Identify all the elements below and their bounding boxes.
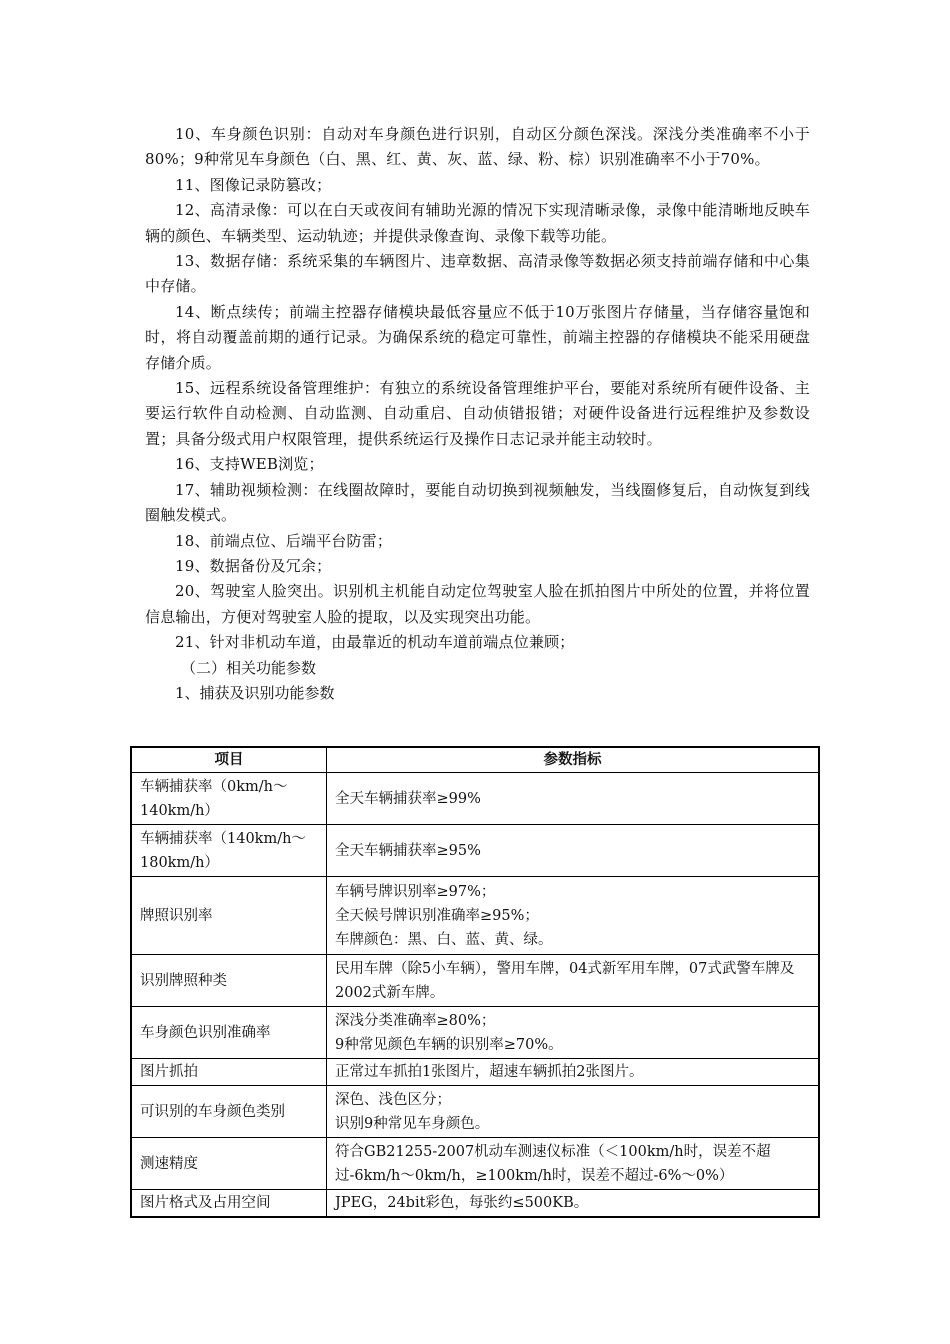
table-header-row <box>131 747 819 773</box>
row-item: 识别牌照种类 <box>131 955 327 1007</box>
row-value <box>327 1007 820 1059</box>
value-line: 深色、浅色区分； <box>335 1091 451 1108</box>
paragraph-13: 13、数据存储：系统采集的车辆图片、违章数据、高清录像等数据必须支持前端存储和中心集中存储。 <box>145 252 810 296</box>
value-line: JPEG，24bit彩色，每张约≤500KB。 <box>335 1195 589 1211</box>
table-row <box>131 877 819 955</box>
row-value <box>327 825 820 877</box>
row-item: 图片抓拍 <box>131 1059 327 1086</box>
table-row <box>131 1059 819 1086</box>
row-item: 车辆捕获率（140km/h～180km/h） <box>131 825 327 877</box>
paragraph-16: 16、支持WEB浏览； <box>175 455 324 474</box>
paragraph-19: 19、数据备份及冗余； <box>175 556 332 575</box>
value-line: 符合GB21255-2007机动车测速仪标准（＜100km/h时，误差不超过-6km/h～0km/h，≥100km/h时，误差不超过-6%～0%） <box>335 1143 771 1184</box>
table-row <box>131 825 819 877</box>
paragraph-21: 21、针对非机动车道，由最靠近的机动车道前端点位兼顾； <box>175 633 575 652</box>
row-item: 测速精度 <box>131 1138 327 1190</box>
paragraph-12: 12、高清录像：可以在白天或夜间有辅助光源的情况下实现清晰录像，录像中能清晰地反映车辆的颜色、车辆类型、运动轨迹；并提供录像查询、录像下载等功能。 <box>145 201 810 245</box>
table-row <box>131 1190 819 1218</box>
row-value <box>327 773 820 825</box>
value-line: 9种常见颜色车辆的识别率≥70%。 <box>335 1036 563 1053</box>
table-row <box>131 1007 819 1059</box>
body-text <box>145 122 810 706</box>
value-line: 车牌颜色：黑、白、蓝、黄、绿。 <box>335 931 553 948</box>
section-title: （二）相关功能参数 <box>181 658 317 677</box>
table-row <box>131 1086 819 1138</box>
row-item: 可识别的车身颜色类别 <box>131 1086 327 1138</box>
row-item: 牌照识别率 <box>131 877 327 955</box>
row-value <box>327 877 820 955</box>
row-value <box>327 1190 820 1218</box>
value-line: 深浅分类准确率≥80%； <box>335 1012 496 1029</box>
paragraph-11: 11、图像记录防篡改； <box>175 175 332 194</box>
row-item: 车辆捕获率（0km/h～140km/h） <box>131 773 327 825</box>
value-line: 正常过车抓拍1张图片，超速车辆抓拍2张图片。 <box>335 1064 644 1080</box>
subsection-title: 1、捕获及识别功能参数 <box>175 683 335 702</box>
paragraph-15: 15、远程系统设备管理维护：有独立的系统设备管理维护平台，要能对系统所有硬件设备、主要运行软件自动检测、自动监测、自动重启、自动侦错报错；对硬件设备进行远程维护及参数设置；具备分级式用户权限管理，提供系统运行及操作日志记录并能主动较时。 <box>145 379 810 448</box>
row-value <box>327 1138 820 1190</box>
value-line: 民用车牌（除5小车辆），警用车牌，04式新军用车牌，07式武警车牌及2002式新车牌。 <box>335 960 795 1001</box>
value-line: 全天车辆捕获率≥99% <box>335 790 481 807</box>
paragraph-10: 10、车身颜色识别：自动对车身颜色进行识别，自动区分颜色深浅。深浅分类准确率不小于80%；9种常见车身颜色（白、黑、红、黄、灰、蓝、绿、粉、棕）识别准确率不小于70%。 <box>145 125 810 169</box>
row-value <box>327 1059 820 1086</box>
paragraph-20: 20、驾驶室人脸突出。识别机主机能自动定位驾驶室人脸在抓拍图片中所处的位置，并将位置信息输出，方便对驾驶室人脸的提取，以及实现突出功能。 <box>145 582 810 626</box>
paragraph-18: 18、前端点位、后端平台防雷； <box>175 531 393 550</box>
value-line: 识别9种常见车身颜色。 <box>335 1115 490 1132</box>
parameter-table <box>130 746 820 1218</box>
header-parameter: 参数指标 <box>327 747 820 773</box>
table-row <box>131 955 819 1007</box>
row-value <box>327 1086 820 1138</box>
row-value <box>327 955 820 1007</box>
row-item: 车身颜色识别准确率 <box>131 1007 327 1059</box>
value-line: 全天车辆捕获率≥95% <box>335 842 481 859</box>
paragraph-17: 17、辅助视频检测：在线圈故障时，要能自动切换到视频触发，当线圈修复后，自动恢复到线圈触发模式。 <box>145 480 810 525</box>
row-item: 图片格式及占用空间 <box>131 1190 327 1218</box>
value-line: 全天候号牌识别准确率≥95%； <box>335 907 539 924</box>
table-row <box>131 1138 819 1190</box>
header-item: 项目 <box>131 747 327 773</box>
table-row <box>131 773 819 825</box>
paragraph-14: 14、断点续传；前端主控器存储模块最低容量应不低于10万张图片存储量，当存储容量饱和时，将自动覆盖前期的通行记录。为确保系统的稳定可靠性，前端主控器的存储模块不能采用硬盘存储介质。 <box>145 302 810 372</box>
value-line: 车辆号牌识别率≥97%； <box>335 883 496 900</box>
